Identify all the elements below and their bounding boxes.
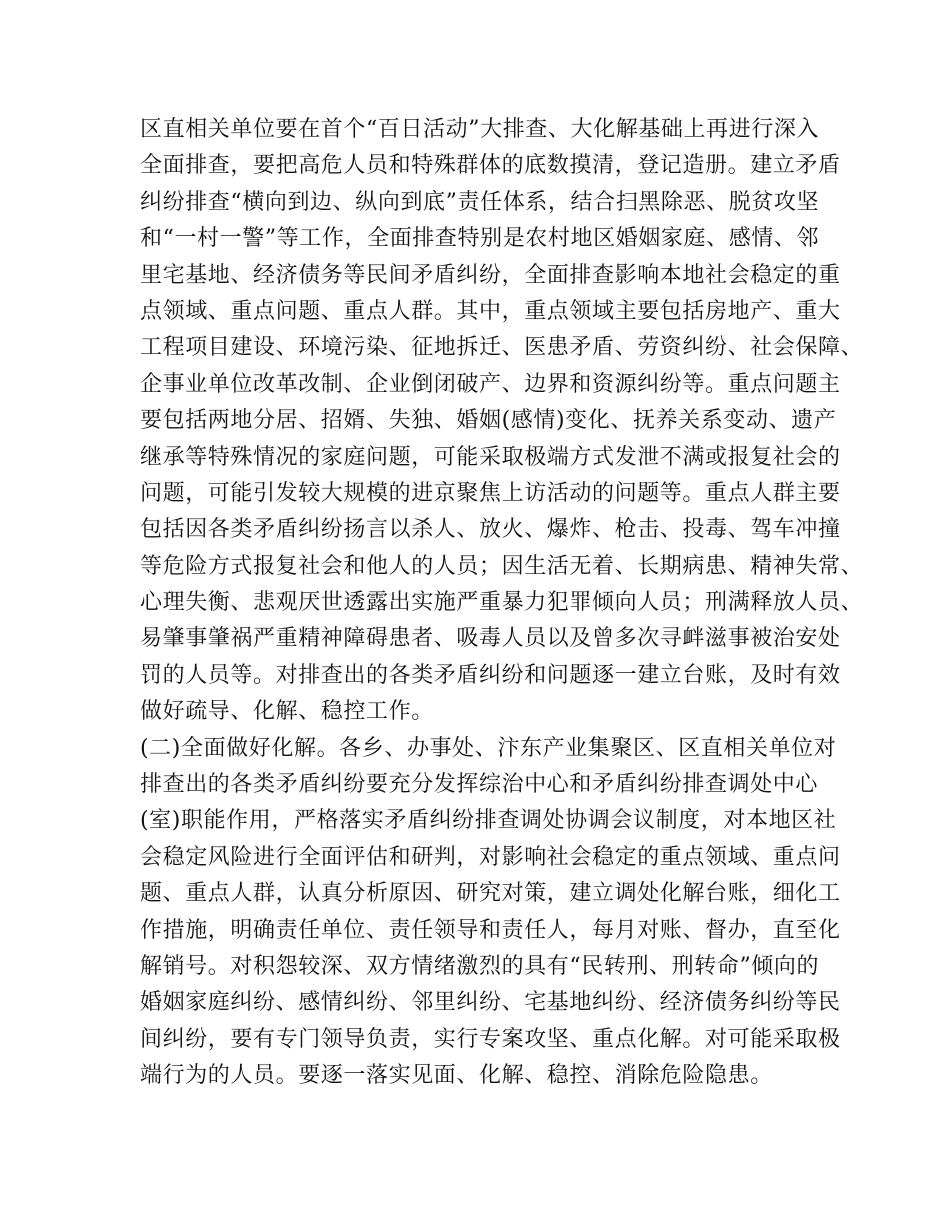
text-line: 全面排查，要把高危人员和特殊群体的底数摸清，登记造册。建立矛盾 xyxy=(140,153,841,179)
text-line: 端行为的人员。要逐一落实见面、化解、稳控、消除危险隐患。 xyxy=(140,1063,773,1089)
text-line: 作措施，明确责任单位、责任领导和责任人，每月对账、督办，直至化 xyxy=(140,917,841,943)
text-line: 里宅基地、经济债务等民间矛盾纠纷，全面排查影响本地社会稳定的重 xyxy=(140,262,841,288)
text-line: 题、重点人群，认真分析原因、研究对策，建立调处化解台账，细化工 xyxy=(140,881,841,907)
text-line: 易肇事肇祸严重精神障碍患者、吸毒人员以及曾多次寻衅滋事被治安处 xyxy=(140,626,841,652)
text-line: 排查出的各类矛盾纠纷要充分发挥综治中心和矛盾纠纷排查调处中心 xyxy=(140,772,819,798)
text-line: 区直相关单位要在首个“百日活动”大排查、大化解基础上再进行深入 xyxy=(140,117,820,142)
text-line: 要包括两地分居、招婿、失独、婚姻(感情)变化、抚养关系变动、遗产 xyxy=(140,408,837,434)
text-line: 继承等特殊情况的家庭问题，可能采取极端方式发泄不满或报复社会的 xyxy=(140,444,841,470)
text-line: 做好疏导、化解、稳控工作。 xyxy=(140,699,434,725)
text-line: 工程项目建设、环境污染、征地拆迁、医患矛盾、劳资纠纷、社会保障、 xyxy=(140,335,864,361)
body-text xyxy=(140,112,864,1095)
text-line: (室)职能作用，严格落实矛盾纠纷排查调处协调会议制度，对本地区社 xyxy=(140,808,837,834)
text-line: 间纠纷，要有专门领导负责，实行专案攻坚、重点化解。对可能采取极 xyxy=(140,1026,841,1052)
text-line: 罚的人员等。对排查出的各类矛盾纠纷和问题逐一建立台账，及时有效 xyxy=(140,662,841,688)
text-line: 心理失衡、悲观厌世透露出实施严重暴力犯罪倾向人员；刑满释放人员、 xyxy=(140,590,864,616)
text-line: 企事业单位改革改制、企业倒闭破产、边界和资源纠纷等。重点问题主 xyxy=(140,371,841,397)
section-heading-line: (二)全面做好化解。各乡、办事处、汴东产业集聚区、区直相关单位对 xyxy=(140,735,837,761)
text-line: 会稳定风险进行全面评估和研判，对影响社会稳定的重点领域、重点问 xyxy=(140,844,841,870)
text-line: 纠纷排查“横向到边、纵向到底”责任体系，结合扫黑除恶、脱贫攻坚 xyxy=(140,189,820,215)
text-line: 解销号。对积怨较深、双方情绪激烈的具有“民转刑、刑转命”倾向的 xyxy=(140,953,820,979)
text-line: 和“一村一警”等工作，全面排查特别是农村地区婚姻家庭、感情、邻 xyxy=(140,226,820,252)
text-line: 包括因各类矛盾纠纷扬言以杀人、放火、爆炸、枪击、投毒、驾车冲撞 xyxy=(140,517,841,543)
text-line: 问题，可能引发较大规模的进京聚焦上访活动的问题等。重点人群主要 xyxy=(140,480,841,506)
text-line: 等危险方式报复社会和他人的人员；因生活无着、长期病患、精神失常、 xyxy=(140,553,864,579)
text-line: 点领域、重点问题、重点人群。其中，重点领域主要包括房地产、重大 xyxy=(140,298,841,324)
text-line: 婚姻家庭纠纷、感情纠纷、邻里纠纷、宅基地纠纷、经济债务纠纷等民 xyxy=(140,990,841,1016)
